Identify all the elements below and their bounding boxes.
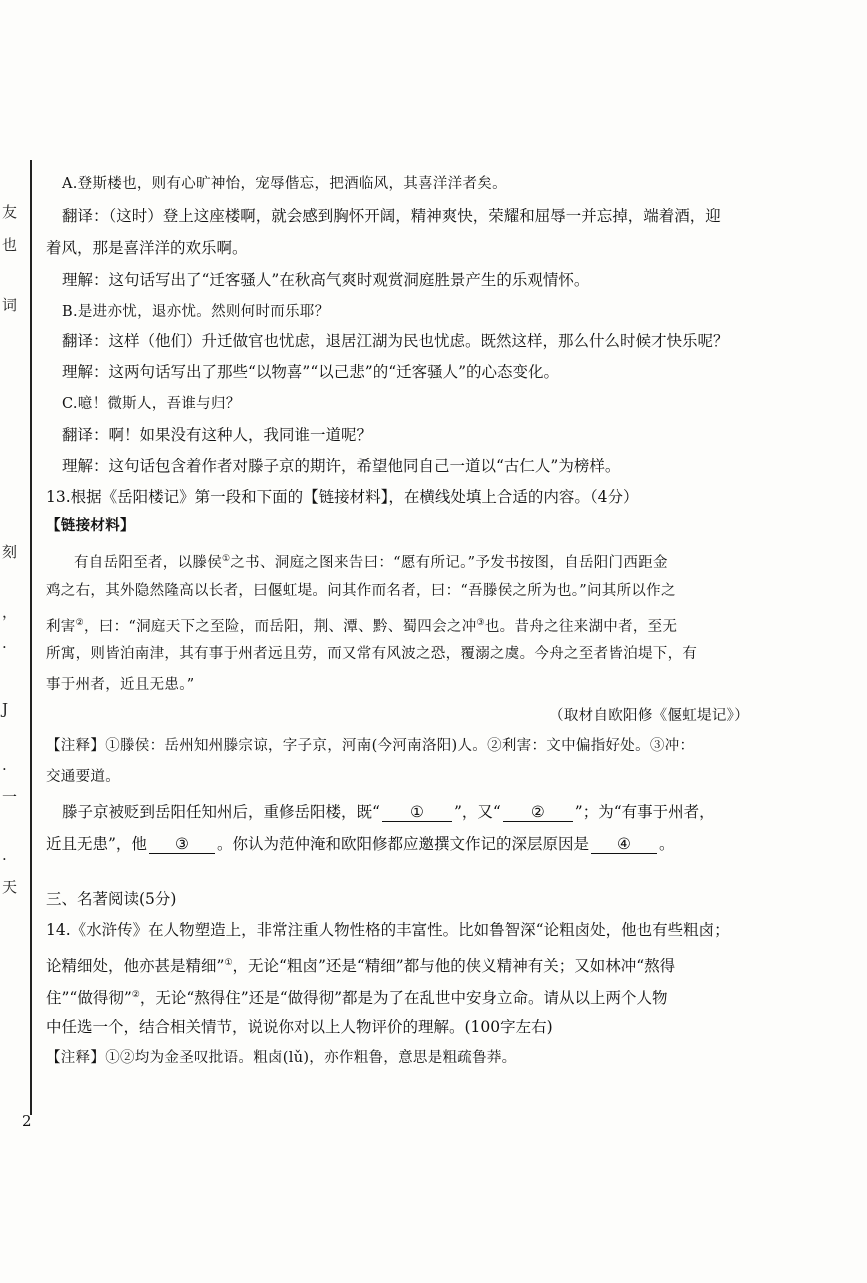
edge-char: ， bbox=[2, 603, 18, 621]
answer-blank-3[interactable]: ③ bbox=[149, 835, 215, 854]
fill-text: ”；为“有事于州者， bbox=[574, 803, 715, 821]
q14-text: ，无论“熬得住”还是“做得彻”都是为了在乱世中安身立命。请从以上两个人物 bbox=[139, 989, 668, 1008]
material-note-cont: 交通要道。 bbox=[46, 769, 120, 785]
edge-char: 刻 bbox=[2, 543, 18, 561]
q12-b-understanding: 理解：这两句话写出了那些“以物喜”“以己悲”的“迁客骚人”的心态变化。 bbox=[62, 363, 560, 381]
edge-char: 一 bbox=[2, 788, 18, 806]
edge-char: J bbox=[2, 700, 9, 718]
edge-char: · bbox=[2, 760, 7, 778]
binding-line bbox=[30, 160, 32, 1115]
edge-char: 天 bbox=[2, 878, 18, 896]
q14-text: 论精细处，他亦甚是精细” bbox=[46, 957, 225, 976]
answer-blank-4[interactable]: ④ bbox=[591, 835, 657, 854]
material-line bbox=[46, 613, 677, 637]
footnote-marker: ② bbox=[131, 990, 140, 1000]
section-heading: 三、名著阅读(5分) bbox=[46, 890, 177, 908]
material-text: 利害 bbox=[46, 618, 76, 635]
q13-fill-line-1 bbox=[62, 802, 715, 822]
material-line: 所寓，则皆泊南津，其有事于州者远且劳，而又常有风波之恐，覆溺之虞。今舟之至者皆泊堤下，有 bbox=[46, 646, 698, 662]
edge-char: · bbox=[2, 850, 7, 868]
q14-line: 中任选一个，结合相关情节，说说你对以上人物评价的理解。(100字左右) bbox=[46, 1018, 553, 1036]
fill-text: 。你认为范仲淹和欧阳修都应邀撰文作记的深层原因是 bbox=[216, 835, 589, 853]
answer-blank-1[interactable]: ① bbox=[382, 803, 452, 822]
page-number: 2 bbox=[22, 1112, 32, 1130]
edge-char: · bbox=[2, 638, 7, 656]
footnote-marker: ③ bbox=[476, 618, 485, 628]
q13-fill-line-2 bbox=[46, 834, 674, 854]
q12-c-understanding: 理解：这句话包含着作者对滕子京的期许，希望他同自己一道以“古仁人”为榜样。 bbox=[62, 457, 621, 475]
material-text: 也。昔舟之往来湖中者，至无 bbox=[484, 618, 678, 635]
q12-option-a: A.登斯楼也，则有心旷神怡，宠辱偕忘，把酒临风，其喜洋洋者矣。 bbox=[62, 176, 507, 192]
material-source: （取材自欧阳修《偃虹堤记》） bbox=[549, 708, 749, 724]
fill-text: 滕子京被贬到岳阳任知州后，重修岳阳楼，既“ bbox=[62, 803, 380, 821]
footnote-marker: ① bbox=[224, 958, 233, 968]
edge-char: 友 bbox=[2, 203, 18, 221]
q14-note: 【注释】①②均为金圣叹批语。粗卤(lǔ)，亦作粗鲁，意思是粗疏鲁莽。 bbox=[46, 1050, 517, 1066]
material-text: 有自岳阳至者，以滕侯 bbox=[74, 554, 222, 571]
material-text: 之书、洞庭之图来告曰：“愿有所记。”予发书按图，自岳阳门西距金 bbox=[230, 554, 668, 571]
material-text: ，曰：“洞庭天下之至险，而岳阳，荆、潭、黔、蜀四会之冲 bbox=[83, 618, 477, 635]
q14-line bbox=[46, 985, 668, 1008]
fill-text: ”，又“ bbox=[453, 803, 501, 821]
edge-char: 也 bbox=[2, 236, 18, 254]
q14-line: 14.《水浒传》在人物塑造上，非常注重人物性格的丰富性。比如鲁智深“论粗卤处，他也有些粗卤； bbox=[46, 921, 730, 939]
q12-a-understanding: 理解：这句话写出了“迁客骚人”在秋高气爽时观赏洞庭胜景产生的乐观情怀。 bbox=[62, 271, 590, 289]
fill-text: 近且无患”，他 bbox=[46, 835, 147, 853]
link-material-title: 【链接材料】 bbox=[46, 517, 135, 534]
q12-option-b: B.是进亦忧，退亦忧。然则何时而乐耶？ bbox=[62, 304, 330, 320]
material-line: 鸡之右，其外隐然隆高以长者，曰偃虹堤。问其作而名者，曰：“吾滕侯之所为也。”问其所以作之 bbox=[46, 583, 676, 599]
footnote-marker: ② bbox=[75, 618, 84, 628]
q12-a-translation-cont: 着风，那是喜洋洋的欢乐啊。 bbox=[46, 239, 248, 257]
q12-c-translation: 翻译：啊！如果没有这种人，我同谁一道呢？ bbox=[62, 426, 373, 444]
fill-text: 。 bbox=[658, 835, 675, 853]
answer-blank-2[interactable]: ② bbox=[503, 803, 573, 822]
q13-stem: 13.根据《岳阳楼记》第一段和下面的【链接材料】，在横线处填上合适的内容。（4分） bbox=[46, 488, 639, 506]
q14-text: ，无论“粗卤”还是“精细”都与他的侠义精神有关；又如林冲“熬得 bbox=[232, 957, 676, 976]
q12-a-translation: 翻译：（这时）登上这座楼啊，就会感到胸怀开阔，精神爽快，荣耀和屈辱一并忘掉，端着酒，迎 bbox=[62, 207, 721, 225]
footnote-marker: ① bbox=[222, 554, 231, 564]
q12-b-translation: 翻译：这样（他们）升迁做官也忧虑，退居江湖为民也忧虑。既然这样，那么什么时候才快乐呢？ bbox=[62, 332, 729, 350]
material-line bbox=[74, 549, 668, 573]
q14-line bbox=[46, 953, 675, 976]
q14-text: 住”“做得彻” bbox=[46, 989, 132, 1008]
material-line: 事于州者，近且无患。” bbox=[46, 677, 195, 693]
edge-char: 词 bbox=[2, 296, 18, 314]
material-note: 【注释】①滕侯：岳州知州滕宗谅，字子京，河南(今河南洛阳)人。②利害：文中偏指好处。③冲： bbox=[46, 738, 695, 754]
q12-option-c: C.噫！微斯人，吾谁与归？ bbox=[62, 396, 241, 412]
